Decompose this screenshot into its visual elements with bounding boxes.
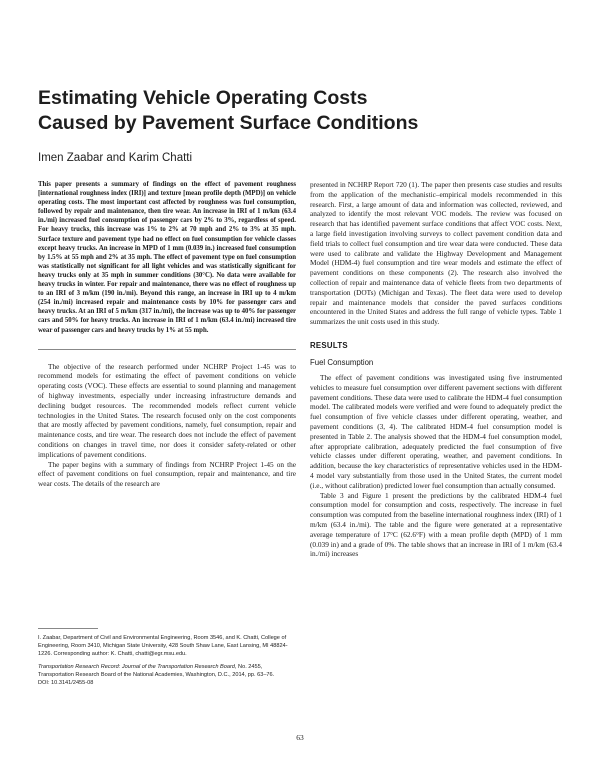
doi: DOI: 10.3141/2455-08	[38, 679, 94, 686]
page-number: 63	[296, 733, 304, 742]
intro-paragraph-2: The paper begins with a summary of findings from NCHRP Project 1-45 on the effect of pavement conditions on fuel consumption, repair and maintenance, and tire wear costs. The details of the research are	[38, 459, 296, 489]
abstract-divider	[38, 349, 296, 350]
paper-title	[38, 86, 568, 136]
title-line-1: Estimating Vehicle Operating Costs	[38, 87, 368, 109]
abstract: This paper presents a summary of findings on the effect of pavement roughness [international roughness index (IRI)] and texture [mean profile depth (MPD)] on vehicle operating costs. The most important cost affected by roughness was fuel consumption, followed by repair and maintenance, then tire wear. An increase in IRI of 1 m/km (63.4 in./mi) increased fuel consumption of passenger cars by 2% to 3%, regardless of speed. For heavy trucks, this increase was 1% to 2% at 70 mph and 2% to 3% at 35 mph. Surface texture and pavement type had no effect on fuel consumption for vehicle classes except heavy trucks. An increase in MPD of 1 mm (0.039 in.) increased fuel consumption by 1.5% at 55 mph and 2% at 35 mph. The effect of pavement type on fuel consumption was statistically not significant for all light vehicles and was statistically significant for heavy trucks only at 35 mph in summer conditions (30°C). No data were available for heavy trucks in winter. For repair and maintenance, there was no effect of roughness up to an IRI of 3 m/km (190 in./mi). Beyond this range, an increase in IRI up to 4 m/km (254 in./mi) increased repair and maintenance costs by 10% for passenger cars and heavy trucks. At an IRI of 5 m/km (317 in./mi), the increase was up to 40% for passenger cars and 50% for heavy trucks. An increase in IRI of 1 m/km (63.4 in./mi) increased tire wear of passenger cars and heavy trucks by 1% at 55 mph.	[38, 181, 296, 334]
publication-details: No. 2455, Transportation Research Board of the National Academies, Washington, D.C., 2014, pp. 63–76.	[38, 664, 275, 679]
results-heading: RESULTS	[310, 340, 348, 350]
footnotes	[38, 628, 296, 694]
fuel-consumption-heading: Fuel Consumption	[310, 357, 374, 367]
footnote-rule	[38, 628, 98, 629]
fuel-paragraph-2: Table 3 and Figure 1 present the predictions by the calibrated HDM-4 fuel consumption model for consumption and costs, respectively. The increase in fuel consumption was computed from the baseline international roughness index (IRI) of 1 m/km (63.4 in./mi). The table and the figure were generated at a representative average temperature of 17°C (62.6°F) with a mean profile depth (MPD) of 1 mm (0.039 in) and a grade of 0%. The table shows that an increase in IRI of 1 m/km (63.4 in./mi) increases	[310, 490, 562, 559]
citation-info	[38, 664, 296, 687]
intro-paragraph-1: The objective of the research performed under NCHRP Project 1-45 was to recommend models for estimating the effect of pavement conditions on vehicle operating costs (VOC). These effects are essential to sound planning and management of highway investments, especially under increasing infrastructure demands and declining budget resources. The recommended models reflect current vehicle technologies in the United States. The research focused only on the cost components that are mostly affected by pavement conditions, namely, fuel consumption, repair and maintenance costs, and tire wear. The research does not include the effect of pavement conditions on changes in travel time, nor does it consider safety-related or other implications of pavement conditions.	[38, 361, 296, 459]
intro-continued: presented in NCHRP Report 720 (1). The paper then presents case studies and results from the application of the mechanistic–empirical models recommended in this research. First, a large amount of data and information was collected, reviewed, and analyzed to identify the most relevant VOC models. The review was focused on research that has identified pavement surface conditions that affect VOC costs. Next, a large field investigation involving surveys to collect pavement condition data and field trials to collect fuel consumption and tire wear data were conducted. These data were used to calibrate and validate the Highway Development and Management Model (HDM-4) fuel consumption and tire wear models and estimate the effect of pavement conditions on these components (2). The research also involved the collection of repair and maintenance data of vehicle fleets from two departments of transportation (DOTs) (Michigan and Texas). The fleet data were used to develop repair and maintenance models that consider the paved surfaces conditions encountered in the United States and address the full range of vehicle types. Table 1 summarizes the unit costs used in this study.	[310, 180, 562, 327]
fuel-paragraph-1: The effect of pavement conditions was investigated using five instrumented vehicles to measure fuel consumption over different pavement sections with different pavement conditions. These data were used to calibrate the HDM-4 fuel consumption model. The calibrated models were verified and were found to adequately predict the fuel consumption of five vehicle classes under different operating, weather, and pavement conditions (3, 4). The calibrated HDM-4 fuel consumption model is presented in Table 2. The analysis showed that the HDM-4 fuel consumption model, after appropriate calibration, adequately predicted the fuel consumption of five vehicle classes under different operating, weather, and pavement conditions. In addition, because the key characteristics of representative vehicles used in the HDM-4 model vary substantially from those used in the United States, the current model (i.e., without calibration) predicted lower fuel consumption than actually consumed.	[310, 372, 562, 490]
title-line-2: Caused by Pavement Surface Conditions	[38, 112, 419, 134]
author-affiliation: I. Zaabar, Department of Civil and Environmental Engineering, Room 3546, and K. Chatti, College of Engineering, Room 3410, Michigan State University, 428 South Shaw Lane, East Lansing, MI 48824-1226. Corresponding author: K. Chatti, chatti@egr.msu.edu.	[38, 635, 288, 657]
journal-name: Transportation Research Record: Journal of the Transportation Research Board,	[38, 664, 237, 671]
authors: Imen Zaabar and Karim Chatti	[38, 152, 193, 164]
right-column	[310, 180, 562, 559]
left-column	[38, 180, 296, 489]
